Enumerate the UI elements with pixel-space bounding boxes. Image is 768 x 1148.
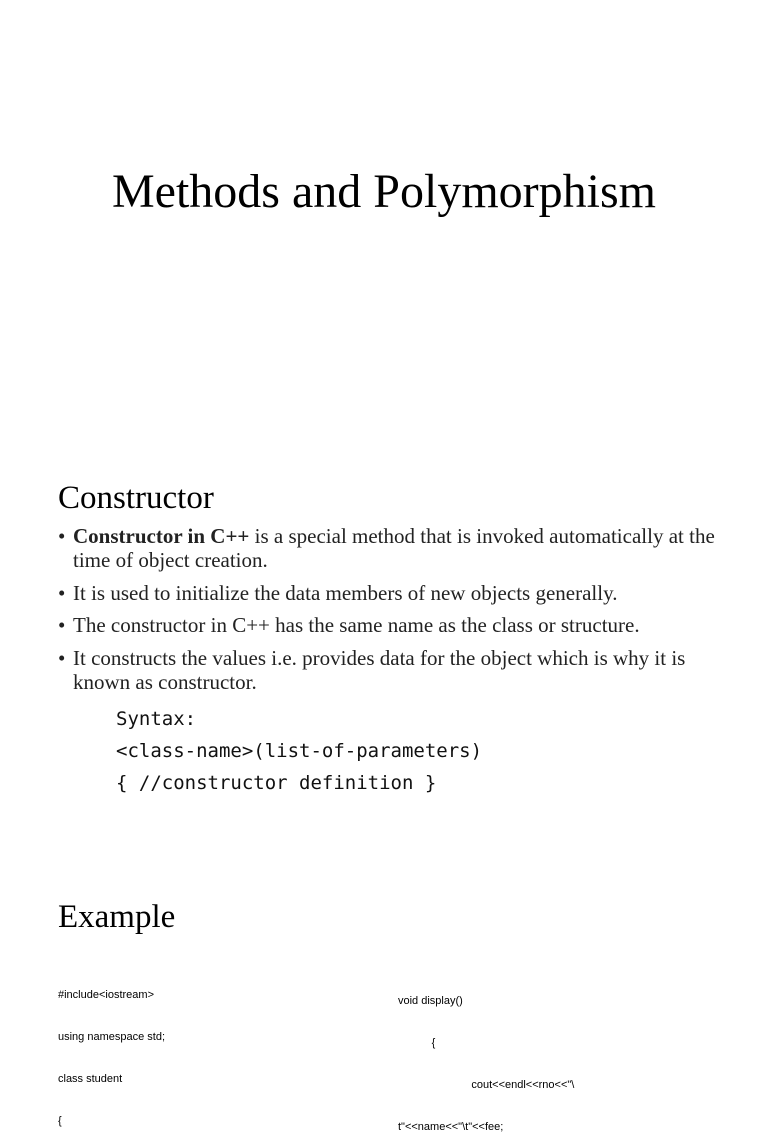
syntax-body: { //constructor definition } xyxy=(116,772,437,794)
code-line: void display() xyxy=(398,995,463,1007)
bullet-text: It constructs the values i.e. provides data for the object which is why it is known as constructor. xyxy=(73,645,686,694)
bullet-text: The constructor in C++ has the same name as the class or structure. xyxy=(73,613,640,637)
constructor-bullet-list xyxy=(58,524,718,702)
bullet-text: It is used to initialize the data members of new objects generally. xyxy=(73,580,618,605)
bullet-item xyxy=(58,613,718,637)
code-snippet-left xyxy=(58,960,165,1142)
syntax-label: Syntax: xyxy=(116,708,197,730)
code-line: class student xyxy=(58,1073,123,1085)
bullet-text: is a special method that is invoked automatically at the time of object creation. xyxy=(73,524,715,572)
bullet-item xyxy=(58,524,718,572)
code-line: #include<iostream> xyxy=(58,989,155,1001)
bullet-bold-text: Constructor in C++ xyxy=(73,524,250,548)
code-line: using namespace std; xyxy=(58,1031,166,1043)
code-line: cout<<endl<<rno<<"\ xyxy=(398,1079,575,1091)
constructor-heading: Constructor xyxy=(58,480,214,516)
syntax-block xyxy=(116,703,482,799)
bullet-item xyxy=(58,646,718,694)
code-line: t"<<name<<"\t"<<fee; xyxy=(398,1121,504,1133)
slide-title: Methods and Polymorphism xyxy=(111,165,656,218)
syntax-signature: <class-name>(list-of-parameters) xyxy=(116,740,483,762)
example-heading: Example xyxy=(58,899,176,935)
code-snippet-right xyxy=(398,966,574,1148)
code-line: { xyxy=(58,1115,62,1127)
bullet-item xyxy=(58,581,718,605)
code-line: { xyxy=(398,1037,436,1049)
